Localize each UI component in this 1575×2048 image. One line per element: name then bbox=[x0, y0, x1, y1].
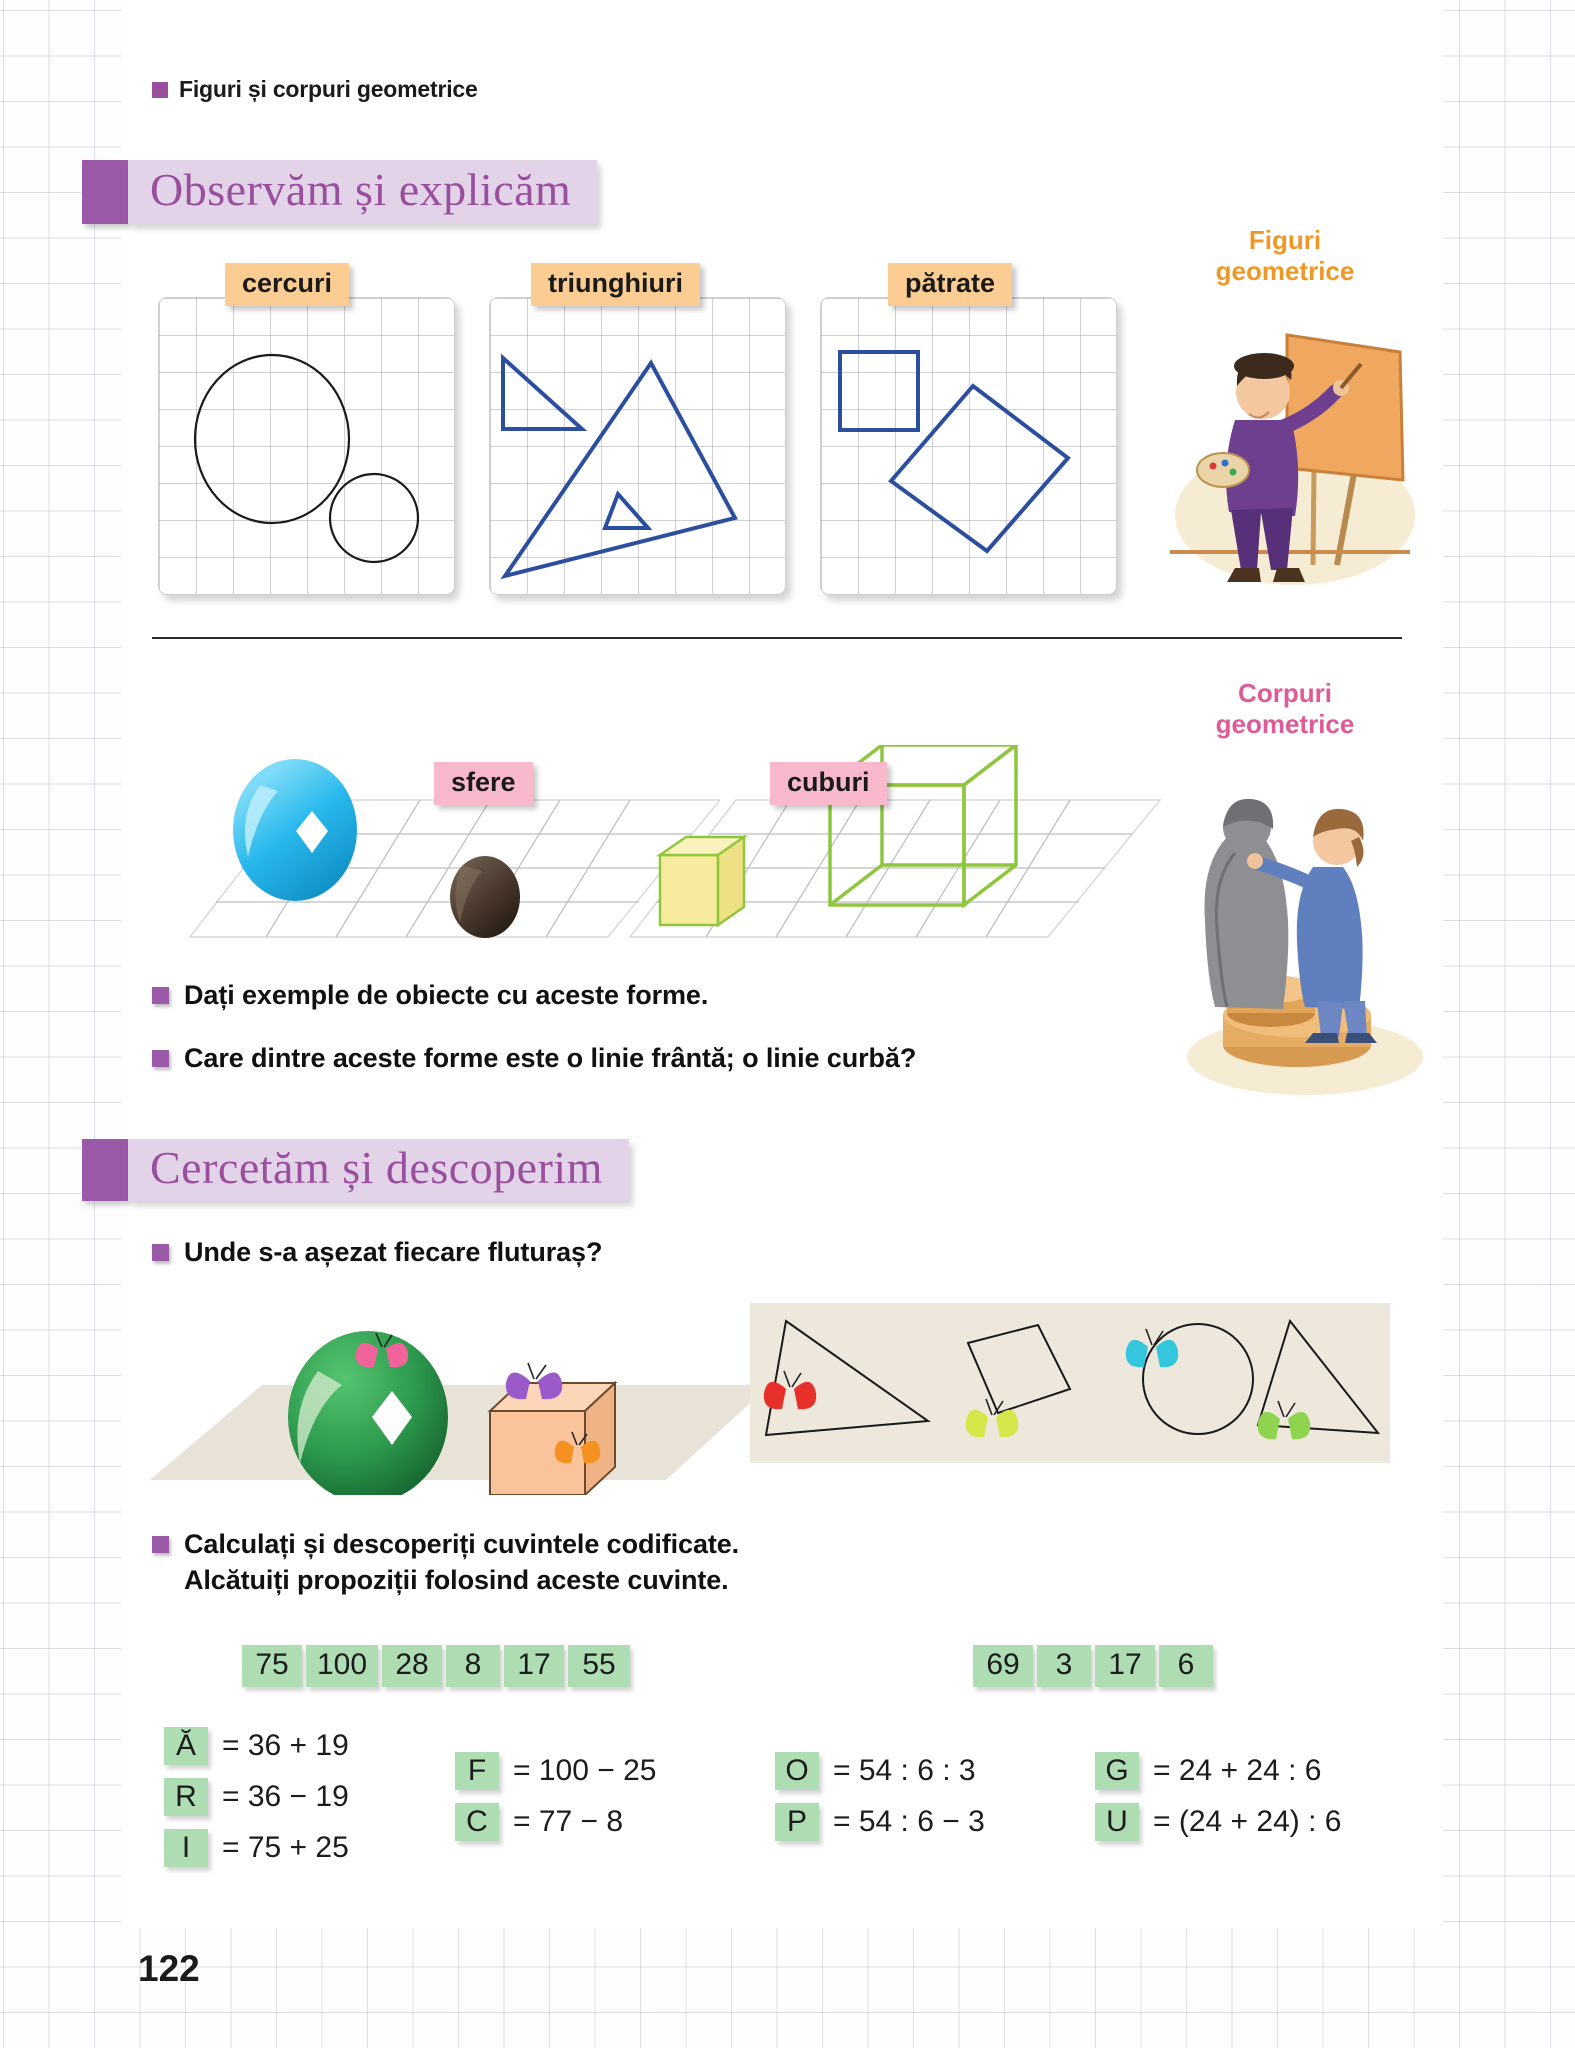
code-strip-1 bbox=[242, 1645, 630, 1687]
side-heading-line-1: Corpuri bbox=[1238, 678, 1332, 708]
code-expression: = 54 : 6 : 3 bbox=[833, 1754, 976, 1787]
task-text bbox=[184, 1527, 739, 1598]
label-cuburi: cuburi bbox=[770, 762, 887, 805]
equation-column-2 bbox=[455, 1752, 656, 1854]
bullet-square-icon bbox=[152, 1050, 169, 1067]
equation-column-4 bbox=[1095, 1752, 1341, 1854]
side-heading-line-1: Figuri bbox=[1248, 225, 1322, 255]
section-title-observam: Observăm și explicăm bbox=[150, 164, 572, 215]
page-number: 122 bbox=[138, 1948, 200, 1989]
equation-row bbox=[455, 1752, 656, 1790]
section-banner-tab bbox=[82, 1139, 128, 1201]
task-line-1: Calculați și descoperiți cuvintele codificate. bbox=[184, 1529, 740, 1559]
question-row-2 bbox=[152, 1041, 1252, 1077]
running-head bbox=[152, 76, 478, 103]
code-letter: I bbox=[164, 1829, 208, 1867]
code-strip-cell: 75 bbox=[242, 1645, 302, 1687]
code-letter: R bbox=[164, 1778, 208, 1816]
side-heading-figuri-geometrice bbox=[1195, 225, 1375, 286]
code-letter: C bbox=[455, 1803, 499, 1841]
bullet-square-icon bbox=[152, 1244, 169, 1261]
squares-drawing bbox=[821, 298, 1117, 595]
code-expression: = (24 + 24) : 6 bbox=[1153, 1805, 1342, 1838]
code-letter: P bbox=[775, 1803, 819, 1841]
figure-card-circles bbox=[158, 297, 455, 595]
bullet-square-icon bbox=[152, 987, 169, 1004]
equation-row bbox=[775, 1803, 985, 1841]
circles-drawing bbox=[159, 298, 455, 595]
equation-row bbox=[164, 1727, 349, 1765]
code-strip-cell: 17 bbox=[1095, 1645, 1155, 1687]
side-heading-corpuri-geometrice bbox=[1190, 678, 1380, 739]
code-strip-cell: 3 bbox=[1037, 1645, 1091, 1687]
code-expression: = 77 − 8 bbox=[513, 1805, 624, 1838]
equation-column-3 bbox=[775, 1752, 985, 1854]
task-row bbox=[152, 1527, 1252, 1598]
equation-row bbox=[455, 1803, 656, 1841]
figure-card-squares bbox=[820, 297, 1117, 595]
section-banner-strip bbox=[128, 160, 597, 224]
section-divider bbox=[152, 637, 1402, 639]
illustration-butterflies-figures bbox=[750, 1303, 1390, 1463]
triangles-drawing bbox=[490, 298, 786, 595]
question-text-2: Care dintre aceste forme este o linie frântă; o linie curbă? bbox=[184, 1043, 917, 1073]
side-heading-line-2: geometrice bbox=[1215, 708, 1355, 739]
running-head-label: Figuri și corpuri geometrice bbox=[179, 76, 478, 102]
question-row-1 bbox=[152, 978, 1252, 1014]
label-sfere: sfere bbox=[434, 762, 533, 805]
task-line-2: Alcătuiți propoziții folosind aceste cuvinte. bbox=[184, 1564, 729, 1595]
question-text-1: Dați exemple de obiecte cu aceste forme. bbox=[184, 980, 709, 1010]
code-expression: = 54 : 6 − 3 bbox=[833, 1805, 985, 1838]
bullet-square-icon bbox=[152, 1536, 169, 1553]
equation-row bbox=[1095, 1752, 1341, 1790]
section-banner-observam bbox=[82, 160, 597, 224]
equation-column-1 bbox=[164, 1727, 349, 1880]
code-strip-cell: 100 bbox=[306, 1645, 378, 1687]
code-letter: F bbox=[455, 1752, 499, 1790]
equation-row bbox=[164, 1829, 349, 1867]
butterfly-question-text: Unde s-a așezat fiecare fluturaș? bbox=[184, 1237, 603, 1267]
label-patrate: pătrate bbox=[888, 263, 1012, 306]
illustration-butterflies-solids bbox=[150, 1295, 770, 1495]
code-expression: = 36 − 19 bbox=[222, 1780, 349, 1813]
code-letter: U bbox=[1095, 1803, 1139, 1841]
equation-row bbox=[164, 1778, 349, 1816]
code-strip-cell: 28 bbox=[382, 1645, 442, 1687]
label-cercuri: cercuri bbox=[225, 263, 349, 306]
plane-cubes bbox=[600, 745, 1220, 945]
code-expression: = 100 − 25 bbox=[513, 1754, 657, 1787]
code-letter: G bbox=[1095, 1752, 1139, 1790]
running-head-square-icon bbox=[152, 82, 168, 98]
code-strip-cell: 69 bbox=[973, 1645, 1033, 1687]
butterfly-question-row bbox=[152, 1235, 1252, 1271]
code-expression: = 24 + 24 : 6 bbox=[1153, 1754, 1322, 1787]
equation-row bbox=[1095, 1803, 1341, 1841]
section-banner-cercetam bbox=[82, 1139, 629, 1201]
code-strip-2 bbox=[973, 1645, 1213, 1687]
code-letter: Ă bbox=[164, 1727, 208, 1765]
code-expression: = 36 + 19 bbox=[222, 1729, 349, 1762]
side-heading-line-2: geometrice bbox=[1215, 255, 1355, 286]
code-letter: O bbox=[775, 1752, 819, 1790]
section-banner-strip bbox=[128, 1139, 629, 1201]
illustration-artist-painting bbox=[1165, 300, 1415, 600]
equation-row bbox=[775, 1752, 985, 1790]
figure-card-triangles bbox=[489, 297, 786, 595]
section-title-cercetam: Cercetăm și descoperim bbox=[150, 1142, 603, 1193]
code-strip-cell: 8 bbox=[446, 1645, 500, 1687]
code-strip-cell: 17 bbox=[504, 1645, 564, 1687]
label-triunghiuri: triunghiuri bbox=[531, 263, 700, 306]
code-strip-cell: 55 bbox=[568, 1645, 630, 1687]
section-banner-tab bbox=[82, 160, 128, 224]
code-expression: = 75 + 25 bbox=[222, 1831, 349, 1864]
code-strip-cell: 6 bbox=[1159, 1645, 1213, 1687]
